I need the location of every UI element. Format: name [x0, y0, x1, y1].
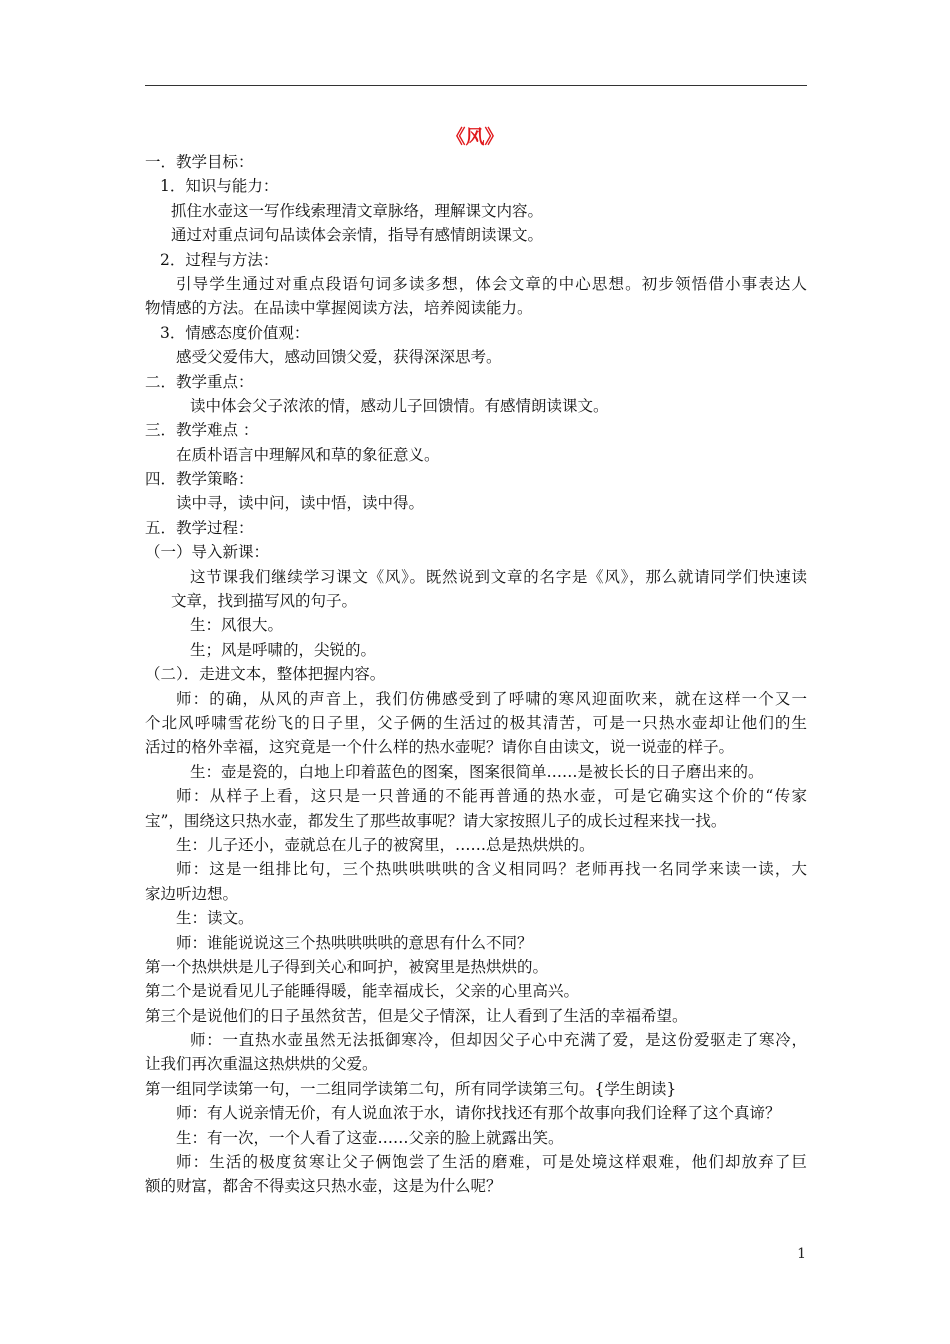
text-line: 生：读文。	[176, 909, 254, 928]
text-line: （一）导入新课：	[145, 543, 270, 562]
text-line: 生：风很大。	[190, 616, 284, 635]
header-rule	[145, 85, 807, 86]
text-line: 四．教学策略：	[145, 470, 254, 489]
text-line: 第二个是说看见儿子能睡得暖，能幸福成长，父亲的心里高兴。	[145, 982, 580, 1001]
text-line: 读中寻，读中问，读中悟，读中得。	[176, 494, 425, 513]
text-line: 让我们再次重温这热烘烘的父爱。	[145, 1055, 378, 1074]
text-line: 二．教学重点：	[145, 372, 254, 391]
text-line: 师：生活的极度贫寒让父子俩饱尝了生活的磨难，可是处境这样艰难，他们却放弃了巨	[176, 1153, 807, 1172]
text-line: 2．过程与方法：	[160, 250, 279, 269]
text-line: 生；风是呼啸的，尖锐的。	[190, 640, 377, 659]
text-line: 师：从样子上看，这只是一只普通的不能再普通的热水壶，可是它确实这个价的“传家	[176, 787, 807, 806]
text-line: 家边听边想。	[145, 884, 239, 903]
text-line: 师：的确，从风的声音上，我们仿佛感受到了呼啸的寒风迎面吹来，就在这样一个又一	[176, 689, 807, 708]
text-line: 生：有一次，一个人看了这壶……父亲的脸上就露出笑。	[176, 1128, 564, 1147]
text-line: 文章，找到描写风的句子。	[171, 592, 358, 611]
text-line: 一．教学目标：	[145, 153, 254, 171]
text-line: 第三个是说他们的日子虽然贫苦，但是父子情深，让人看到了生活的幸福希望。	[145, 1006, 688, 1025]
text-line: 个北风呼啸雪花纷飞的日子里，父子俩的生活过的极其清苦，可是一只热水壶却让他们的生	[145, 713, 807, 732]
text-line: 师：这是一组排比句，三个热哄哄哄哄的含义相同吗？老师再找一名同学来读一读，大	[176, 860, 807, 879]
text-line: 师：有人说亲情无价，有人说血浓于水，请你找找还有那个故事向我们诠释了这个真谛？	[176, 1104, 781, 1123]
text-line: 生：儿子还小，壶就总在儿子的被窝里，……总是热烘烘的。	[176, 835, 595, 854]
text-line: 物情感的方法。在品读中掌握阅读方法，培养阅读能力。	[145, 299, 533, 318]
text-line: 额的财富，都舍不得卖这只热水壶，这是为什么呢？	[145, 1177, 502, 1196]
document-body	[145, 150, 807, 1199]
page-title: 《风》	[446, 126, 504, 148]
text-line: 1．知识与能力：	[160, 177, 279, 196]
page-number: 1	[797, 1246, 806, 1262]
text-line: 生：壶是瓷的，白地上印着蓝色的图案，图案很简单……是被长长的日子磨出来的。	[190, 762, 764, 781]
text-line: 三．教学难点 ：	[145, 421, 259, 440]
text-line: 引导学生通过对重点段语句词多读多想，体会文章的中心思想。初步领悟借小事表达人	[176, 274, 807, 293]
text-line: 在质朴语言中理解风和草的象征意义。	[176, 445, 440, 464]
text-line: 宝”，围绕这只热水壶，都发生了那些故事呢？请大家按照儿子的成长过程来找一找。	[145, 811, 727, 830]
text-line: 第一个热烘烘是儿子得到关心和呵护，被窝里是热烘烘的。	[145, 957, 549, 976]
text-line: 活过的格外幸福，这究竟是一个什么样的热水壶呢？请你自由读文，说一说壶的样子。	[145, 738, 735, 757]
text-line: （二）．走进文本，整体把握内容。	[145, 665, 386, 684]
text-line: 读中体会父子浓浓的情，感动儿子回馈情。有感情朗读课文。	[190, 396, 609, 415]
text-line: 通过对重点词句品读体会亲情，指导有感情朗读课文。	[171, 226, 544, 245]
text-line: 师：谁能说说这三个热哄哄哄哄的意思有什么不同？	[176, 933, 533, 952]
text-line: 第一组同学读第一句，一二组同学读第二句，所有同学读第三句。{学生朗读}	[145, 1079, 677, 1098]
text-line: 3．情感态度价值观：	[160, 323, 310, 342]
text-line: 这节课我们继续学习课文《风》。既然说到文章的名字是《风》，那么就请同学们快速读	[190, 567, 807, 586]
text-line: 五．教学过程：	[145, 518, 254, 537]
text-line: 抓住水壶这一写作线索理清文章脉络，理解课文内容。	[171, 201, 544, 220]
text-line: 师：一直热水壶虽然无法抵御寒冷，但却因父子心中充满了爱，是这份爱驱走了寒冷，	[190, 1031, 807, 1050]
text-line: 感受父爱伟大，感动回馈父爱，获得深深思考。	[176, 348, 502, 367]
